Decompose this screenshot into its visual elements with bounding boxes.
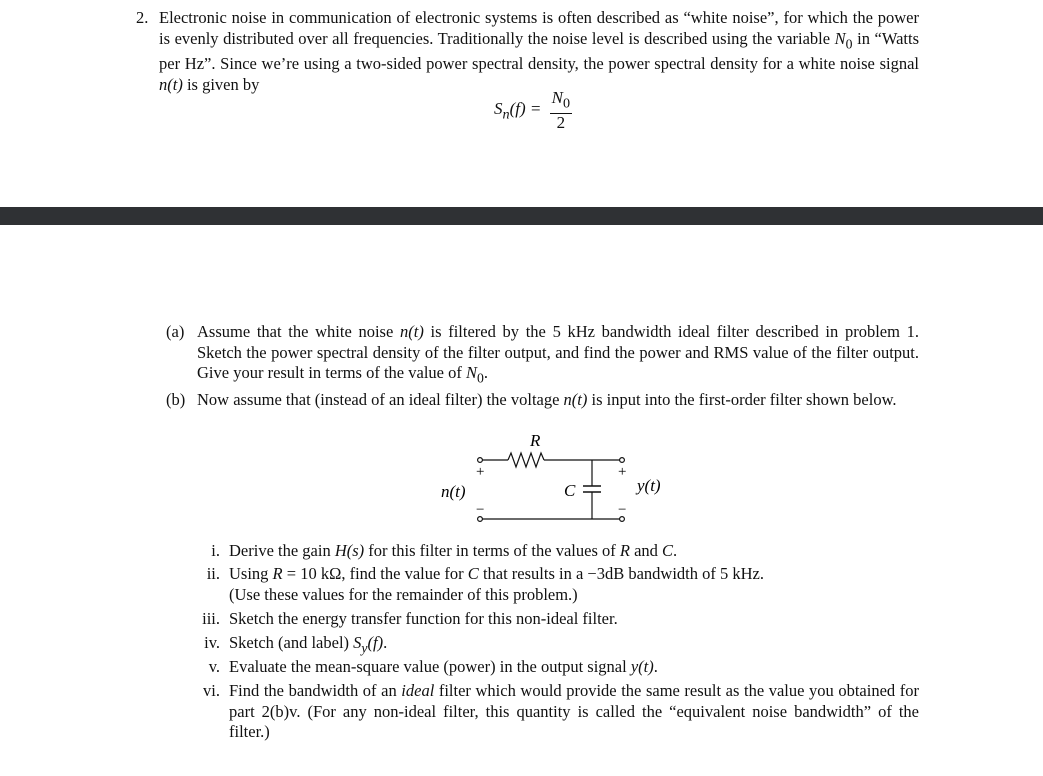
output-minus-sign: − [618,502,627,518]
psd-formula: $S_n(f)$ = $\frac{N_0}{2}$ [494,88,571,133]
subitem-ii-text: Using R = 10 kΩ, find the value for C that results in a −3dB bandwidth of 5 kHz. (Use these values for the remainder of this problem.) [229,564,764,604]
subitem-ii-number: ii. [206,564,220,583]
subitem-iii-text: Sketch the energy transfer function for this non-ideal filter. [229,609,618,628]
input-signal-label: n(t) [441,482,466,501]
subitem-iv-number: iv. [204,633,220,652]
part-b-text: Now assume that (instead of an ideal filter) the voltage n(t) is input into the first-order filter shown below. [197,390,897,409]
subitem-iv-text: Sketch (and label) $S_y(f)$. [229,633,388,656]
output-terminal-top [620,458,625,463]
subitem-i-number: i. [211,541,220,560]
divider-bar [0,207,1043,225]
subitem-vi-number: vi. [203,681,220,700]
output-plus-sign: + [618,464,627,480]
subitem-i-text: Derive the gain H(s) for this filter in terms of the values of R and C. [229,541,678,560]
part-b-label: (b) [166,390,186,409]
rc-circuit-diagram [430,426,690,530]
output-signal-label: y(t) [637,476,661,495]
subitem-v-number: v. [208,657,220,676]
problem-intro: Electronic noise in communication of electronic systems is often described as “white noise”, for which the power is evenly distributed over all frequencies. Traditionally the noise level is described using the variable $N_0$ in “Watts per Hz”. Since we’re using a two-sided power spectral density, the power spectral density for a white noise signal n(t) is given by [159,8,920,94]
resistor-zigzag [508,453,544,467]
resistor-label: R [530,431,541,450]
problem-number: 2. [136,8,149,27]
input-terminal-top [478,458,483,463]
capacitor-label: C [564,481,576,500]
input-minus-sign: − [476,502,485,518]
part-a-label: (a) [166,322,185,341]
subitem-vi-text: Find the bandwidth of an ideal filter which would provide the same result as the value you obtained for part 2(b)v. (For any non-ideal filter, this quantity is called the “equivalent noise bandwidth” of the filter.) [229,681,919,741]
input-plus-sign: + [476,464,485,480]
subitem-v-text: Evaluate the mean-square value (power) in the output signal y(t). [229,657,658,676]
subitem-iii-number: iii. [202,609,220,628]
part-a-text: Assume that the white noise n(t) is filtered by the 5 kHz bandwidth ideal filter described in problem 1. Sketch the power spectral density of the filter output, and find the power and RMS value of the filter output. Give your result in terms of the value of $N_0$. [197,322,920,386]
